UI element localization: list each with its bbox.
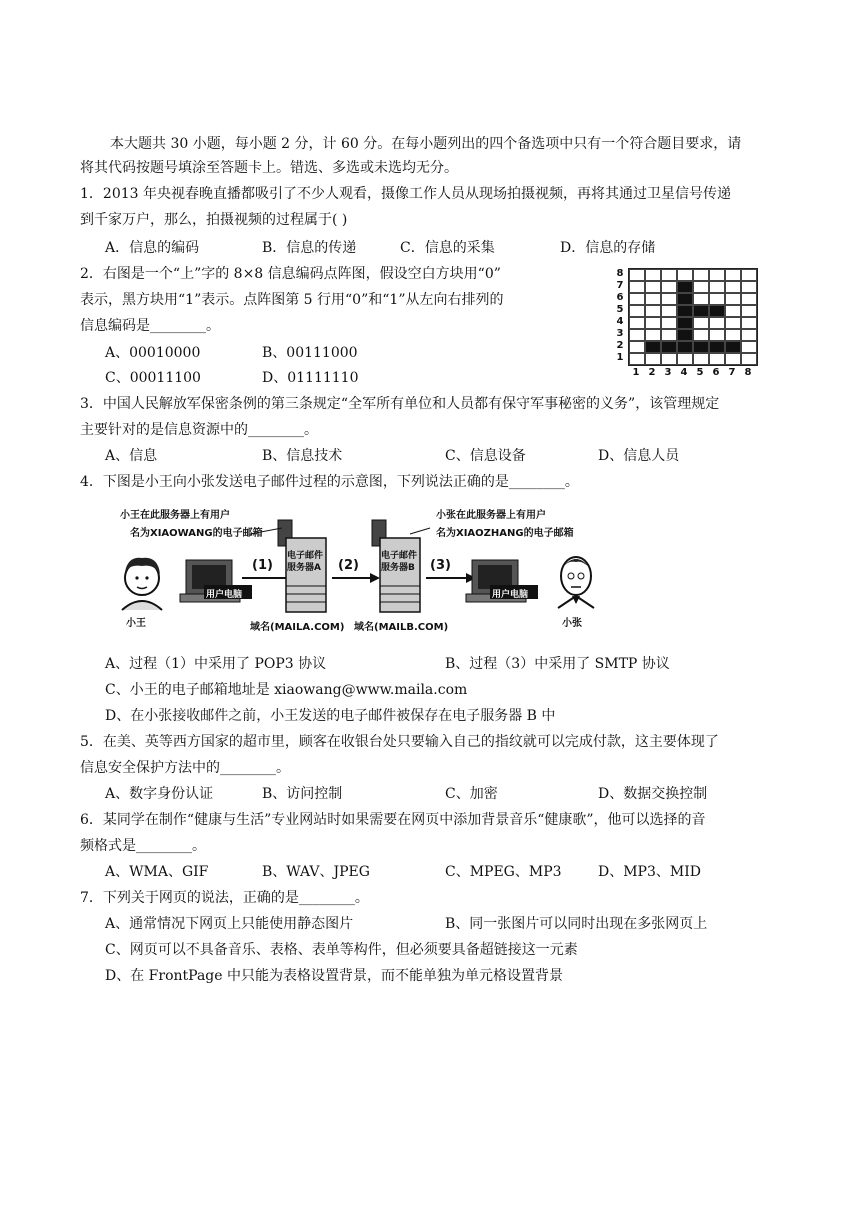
grid-cell xyxy=(645,341,661,353)
q4-option-c: C、小王的电子邮箱地址是 xiaowang@www.maila.com xyxy=(105,682,468,698)
grid-cell xyxy=(709,293,725,305)
q1-option-a: A．信息的编码 xyxy=(105,240,200,256)
grid-cell xyxy=(661,281,677,293)
grid-cell xyxy=(629,341,645,353)
grid-cell xyxy=(725,329,741,341)
grid-cell xyxy=(725,317,741,329)
grid-cell xyxy=(709,305,725,317)
grid-cell xyxy=(709,281,725,293)
grid-cell xyxy=(725,293,741,305)
row-label-1: 1 xyxy=(616,352,624,363)
q6-option-a: A、WMA、GIF xyxy=(105,864,209,880)
column-labels xyxy=(628,367,756,378)
q6-stem-line-1: 6．某同学在制作“健康与生活”专业网站时如果需要在网页中添加背景音乐“健康歌”，他可以选择的音 xyxy=(80,812,706,828)
grid-cell xyxy=(677,341,693,353)
q2-stem-line-2: 表示，黑方块用“1”表示。点阵图第 5 行用“0”和“1”从左向右排列的 xyxy=(80,292,504,308)
grid-cell xyxy=(693,305,709,317)
grid-cell xyxy=(709,329,725,341)
note-left-line-2: 名为XIAOWANG的电子邮箱 xyxy=(130,528,263,539)
q5-option-a: A、数字身份认证 xyxy=(105,786,214,802)
grid-cell xyxy=(661,269,677,281)
grid-cell xyxy=(741,329,757,341)
grid-cell xyxy=(629,269,645,281)
grid-cell xyxy=(629,329,645,341)
server-b-label-2: 服务器B xyxy=(381,563,415,573)
q2-stem-line-1: 2．右图是一个“上”字的 8×8 信息编码点阵图，假设空白方块用“0” xyxy=(80,266,501,282)
intro-line-2: 将其代码按题号填涂至答题卡上。错选、多选或未选均无分。 xyxy=(80,160,458,176)
q6-option-c: C、MPEG、MP3 xyxy=(445,864,562,880)
grid-cell xyxy=(725,305,741,317)
col-label-7: 7 xyxy=(728,367,736,378)
grid-cell xyxy=(693,341,709,353)
grid-cell xyxy=(693,317,709,329)
q1-option-d: D．信息的存储 xyxy=(560,240,656,256)
grid-cell xyxy=(693,281,709,293)
grid-cell xyxy=(645,305,661,317)
server-a-label-2: 服务器A xyxy=(287,563,321,573)
note-left-line-1: 小王在此服务器上有用户 xyxy=(120,510,230,521)
col-label-2: 2 xyxy=(648,367,656,378)
q5-option-d: D、数据交换控制 xyxy=(598,786,708,802)
dot-matrix-grid xyxy=(628,268,758,366)
grid-cell xyxy=(645,269,661,281)
grid-cell xyxy=(629,353,645,365)
q2-option-c: C、00011100 xyxy=(105,370,201,386)
grid-cell xyxy=(677,281,693,293)
row-label-6: 6 xyxy=(616,292,624,303)
grid-cell xyxy=(661,341,677,353)
grid-cell xyxy=(629,293,645,305)
grid-cell xyxy=(741,317,757,329)
domain-a-label: 域名(MAILA.COM) xyxy=(250,622,345,633)
q3-option-b: B、信息技术 xyxy=(262,448,343,464)
grid-cell xyxy=(709,353,725,365)
person-left-label: 小王 xyxy=(126,618,146,629)
col-label-8: 8 xyxy=(744,367,752,378)
row-label-8: 8 xyxy=(616,268,624,279)
q3-option-a: A、信息 xyxy=(105,448,158,464)
q2-stem-line-3: 信息编码是________。 xyxy=(80,318,220,334)
grid-cell xyxy=(677,269,693,281)
grid-cell xyxy=(661,329,677,341)
q1-stem-line-1: 1．2013 年央视春晚直播都吸引了不少人观看，摄像工作人员从现场拍摄视频，再将其通过卫星信号传递 xyxy=(80,186,731,202)
person-right-label: 小张 xyxy=(562,618,582,629)
grid-cell xyxy=(709,317,725,329)
step-1-label: (1) xyxy=(252,558,273,573)
col-label-3: 3 xyxy=(664,367,672,378)
col-label-5: 5 xyxy=(696,367,704,378)
q3-stem-line-1: 3．中国人民解放军保密条例的第三条规定“全军所有单位和人员都有保守军事秘密的义务”，该管理规定 xyxy=(80,396,720,412)
grid-cell xyxy=(725,269,741,281)
grid-cell xyxy=(645,329,661,341)
server-b-label-1: 电子邮件 xyxy=(381,551,418,561)
col-label-6: 6 xyxy=(712,367,720,378)
q2-option-a: A、00010000 xyxy=(105,345,201,361)
grid-cell xyxy=(645,293,661,305)
q2-option-d: D、01111110 xyxy=(262,370,359,386)
grid-cell xyxy=(725,281,741,293)
grid-cell xyxy=(677,317,693,329)
grid-cell xyxy=(661,353,677,365)
q7-option-a: A、通常情况下网页上只能使用静态图片 xyxy=(105,916,354,932)
grid-cell xyxy=(741,269,757,281)
row-label-4: 4 xyxy=(616,316,624,327)
grid-cell xyxy=(661,293,677,305)
grid-cell xyxy=(709,269,725,281)
q6-option-d: D、MP3、MID xyxy=(598,864,701,880)
grid-cell xyxy=(677,293,693,305)
grid-cell xyxy=(741,341,757,353)
grid-cell xyxy=(677,305,693,317)
grid-cell xyxy=(677,329,693,341)
grid-cell xyxy=(693,269,709,281)
q4-option-b: B、过程（3）中采用了 SMTP 协议 xyxy=(445,656,670,672)
q1-stem-line-2: 到千家万户，那么，拍摄视频的过程属于( ) xyxy=(80,212,348,228)
intro-line-1: 本大题共 30 小题，每小题 2 分，计 60 分。在每小题列出的四个备选项中只有一个符合题目要求，请 xyxy=(110,136,742,152)
q5-stem-line-2: 信息安全保护方法中的________。 xyxy=(80,760,290,776)
grid-cell xyxy=(741,281,757,293)
row-labels xyxy=(614,268,626,364)
q1-option-b: B．信息的传递 xyxy=(262,240,357,256)
grid-cell xyxy=(693,329,709,341)
q1-option-c: C．信息的采集 xyxy=(400,240,495,256)
note-right-line-1: 小张在此服务器上有用户 xyxy=(436,510,546,521)
col-label-4: 4 xyxy=(680,367,688,378)
grid-cell xyxy=(645,317,661,329)
q5-stem-line-1: 5．在美、英等西方国家的超市里，顾客在收银台处只要输入自己的指纹就可以完成付款，这主要体现了 xyxy=(80,734,719,750)
grid-cell xyxy=(645,281,661,293)
q6-stem-line-2: 频格式是________。 xyxy=(80,838,206,854)
grid-cell xyxy=(741,353,757,365)
grid-cell xyxy=(645,353,661,365)
row-label-3: 3 xyxy=(616,328,624,339)
grid-cell xyxy=(709,341,725,353)
grid-cell xyxy=(693,293,709,305)
q4-option-a: A、过程（1）中采用了 POP3 协议 xyxy=(105,656,327,672)
grid-cell xyxy=(725,341,741,353)
pc-right-label: 用户电脑 xyxy=(492,590,529,600)
person-xiaozhang-icon xyxy=(558,557,594,608)
person-xiaowang-icon xyxy=(122,558,162,610)
grid-cell xyxy=(661,317,677,329)
note-right-line-2: 名为XIAOZHANG的电子邮箱 xyxy=(436,528,574,539)
q5-option-c: C、加密 xyxy=(445,786,498,802)
grid-cell xyxy=(677,353,693,365)
server-a-label-1: 电子邮件 xyxy=(287,551,324,561)
q2-option-b: B、00111000 xyxy=(262,345,358,361)
grid-cell xyxy=(693,353,709,365)
q7-option-b: B、同一张图片可以同时出现在多张网页上 xyxy=(445,916,708,932)
q4-stem-line-1: 4．下图是小王向小张发送电子邮件过程的示意图，下列说法正确的是________。 xyxy=(80,474,579,490)
col-label-1: 1 xyxy=(632,367,640,378)
grid-cell xyxy=(629,317,645,329)
q7-option-d: D、在 FrontPage 中只能为表格设置背景，而不能单独为单元格设置背景 xyxy=(105,968,563,984)
grid-cell xyxy=(741,293,757,305)
grid-cell xyxy=(661,305,677,317)
q6-option-b: B、WAV、JPEG xyxy=(262,864,370,880)
q7-option-c: C、网页可以不具备音乐、表格、表单等构件，但必须要具备超链接这一元素 xyxy=(105,942,578,958)
q4-option-d: D、在小张接收邮件之前，小王发送的电子邮件被保存在电子服务器 B 中 xyxy=(105,708,556,724)
q7-stem-line-1: 7．下列关于网页的说法，正确的是________。 xyxy=(80,890,369,906)
q3-stem-line-2: 主要针对的是信息资源中的________。 xyxy=(80,422,318,438)
row-label-7: 7 xyxy=(616,280,624,291)
q5-option-b: B、访问控制 xyxy=(262,786,343,802)
step-3-label: (3) xyxy=(430,558,451,573)
email-process-diagram xyxy=(110,498,630,638)
step-2-label: (2) xyxy=(338,558,359,573)
q3-option-d: D、信息人员 xyxy=(598,448,680,464)
grid-cell xyxy=(725,353,741,365)
row-label-2: 2 xyxy=(616,340,624,351)
q3-option-c: C、信息设备 xyxy=(445,448,526,464)
grid-cell xyxy=(741,305,757,317)
domain-b-label: 域名(MAILB.COM) xyxy=(354,622,449,633)
grid-cell xyxy=(629,281,645,293)
row-label-5: 5 xyxy=(616,304,624,315)
grid-cell xyxy=(629,305,645,317)
pc-left-label: 用户电脑 xyxy=(206,590,243,600)
